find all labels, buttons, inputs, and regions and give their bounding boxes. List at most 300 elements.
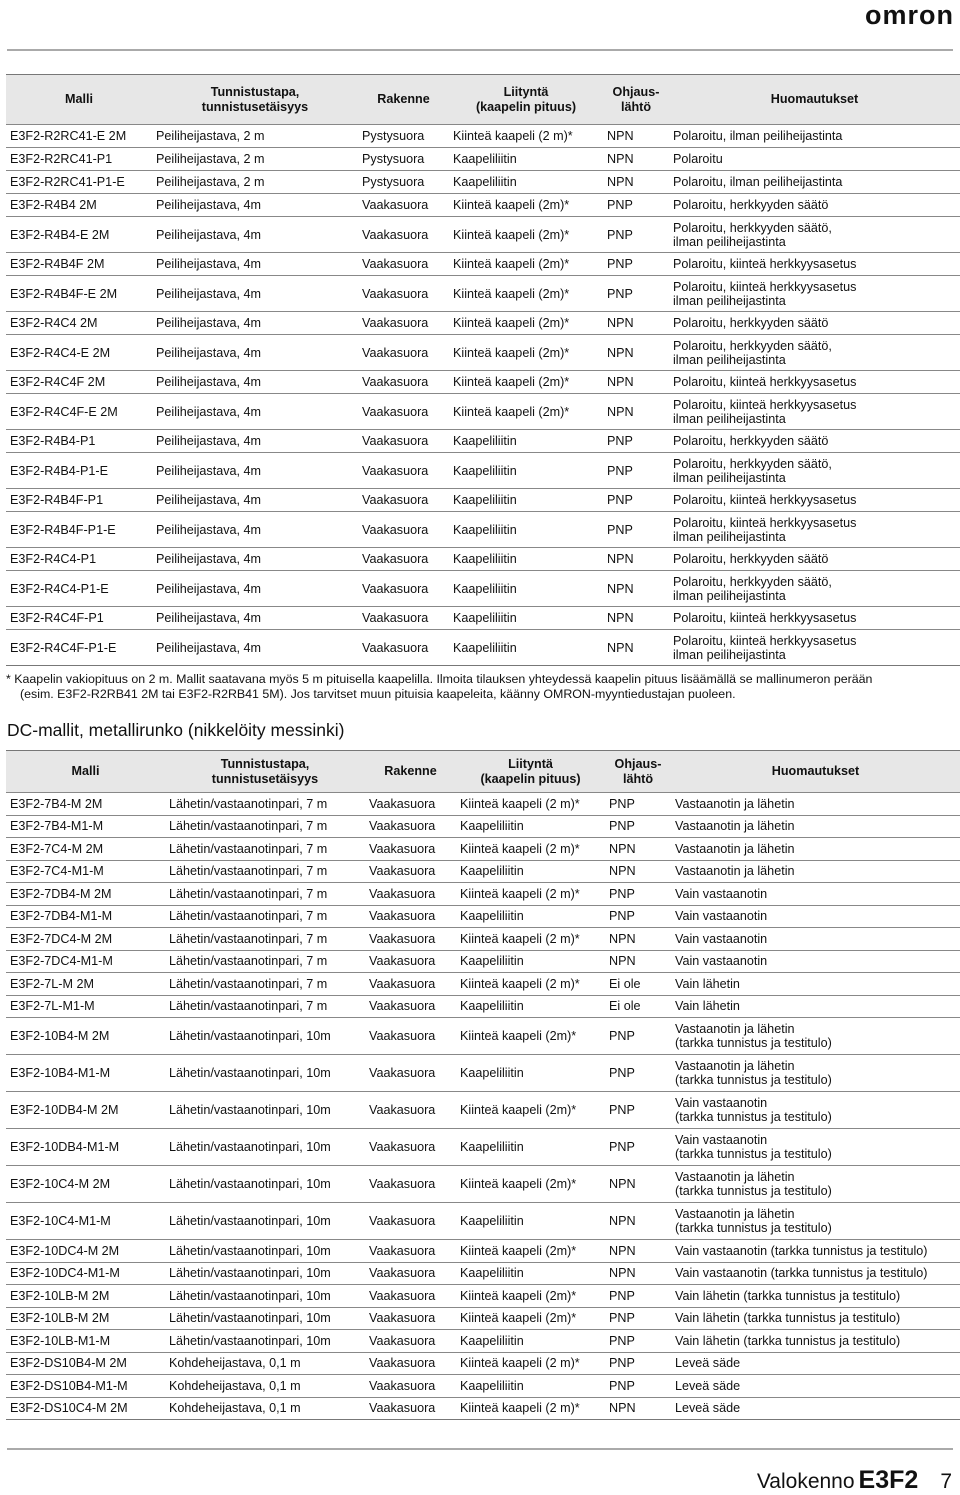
cell-structure: Vaakasuora (365, 1375, 456, 1398)
page-number: 7 (940, 1470, 952, 1493)
cell-connection: Kaapeliliitin (449, 571, 603, 607)
cell-detection: Kohdeheijastava, 0,1 m (165, 1375, 365, 1398)
cell-remarks: Polaroitu, herkkyyden säätö (669, 430, 960, 453)
cell-model: E3F2-10LB-M 2M (6, 1285, 165, 1308)
cell-remarks: Polaroitu, herkkyyden säätö, ilman peiliheijastinta (669, 217, 960, 253)
cell-structure: Vaakasuora (365, 1203, 456, 1240)
cell-model: E3F2-R2RC41-P1-E (6, 171, 152, 194)
cell-model: E3F2-DS10B4-M 2M (6, 1352, 165, 1375)
cell-structure: Vaakasuora (365, 883, 456, 906)
cell-model: E3F2-10DB4-M1-M (6, 1129, 165, 1166)
table-row (6, 1397, 960, 1420)
cell-structure: Vaakasuora (365, 793, 456, 816)
cell-model: E3F2-R4C4-E 2M (6, 335, 152, 371)
cell-structure: Vaakasuora (365, 1307, 456, 1330)
table-row (6, 1129, 960, 1166)
cell-remarks: Vastaanotin ja lähetin (671, 793, 960, 816)
table-row (6, 1330, 960, 1353)
cell-structure: Vaakasuora (365, 1129, 456, 1166)
cell-remarks: Polaroitu, herkkyyden säätö, ilman peiliheijastinta (669, 335, 960, 371)
footnote (6, 672, 956, 702)
cell-model: E3F2-7L-M1-M (6, 995, 165, 1018)
col-header-structure: Rakenne (365, 751, 456, 793)
cell-remarks: Vain vastaanotin (671, 950, 960, 973)
cell-model: E3F2-7B4-M1-M (6, 815, 165, 838)
cell-structure: Vaakasuora (358, 276, 449, 312)
cell-structure: Vaakasuora (358, 571, 449, 607)
cell-structure: Vaakasuora (358, 512, 449, 548)
cell-structure: Vaakasuora (365, 1055, 456, 1092)
table-row (6, 1307, 960, 1330)
cell-detection: Peiliheijastava, 4m (152, 276, 358, 312)
cell-remarks: Leveä säde (671, 1397, 960, 1420)
model-table-metal (6, 750, 960, 1420)
cell-model: E3F2-R4C4F-P1-E (6, 630, 152, 666)
cell-structure: Vaakasuora (365, 1352, 456, 1375)
cell-model: E3F2-R4B4-P1 (6, 430, 152, 453)
cell-output: PNP (603, 276, 669, 312)
table-row (6, 1166, 960, 1203)
table-row (6, 950, 960, 973)
cell-remarks: Vain lähetin (671, 995, 960, 1018)
cell-output: NPN (603, 312, 669, 335)
cell-connection: Kaapeliliitin (449, 630, 603, 666)
table-row (6, 860, 960, 883)
cell-output: PNP (603, 512, 669, 548)
top-rule (7, 49, 953, 51)
cell-connection: Kiinteä kaapeli (2 m)* (456, 838, 605, 861)
cell-remarks: Polaroitu, kiinteä herkkyysasetus ilman peiliheijastinta (669, 630, 960, 666)
table-row (6, 815, 960, 838)
cell-detection: Peiliheijastava, 4m (152, 217, 358, 253)
cell-connection: Kaapeliliitin (456, 860, 605, 883)
cell-structure: Vaakasuora (358, 430, 449, 453)
col-header-connection: Liityntä (kaapelin pituus) (449, 75, 603, 125)
cell-detection: Peiliheijastava, 4m (152, 430, 358, 453)
cell-output: NPN (603, 371, 669, 394)
cell-structure: Vaakasuora (358, 394, 449, 430)
cell-remarks: Polaroitu, herkkyyden säätö (669, 548, 960, 571)
cell-model: E3F2-7DC4-M1-M (6, 950, 165, 973)
cell-remarks: Leveä säde (671, 1375, 960, 1398)
cell-detection: Lähetin/vastaanotinpari, 7 m (165, 950, 365, 973)
table-row (6, 217, 960, 253)
cell-connection: Kaapeliliitin (449, 148, 603, 171)
cell-output: PNP (605, 1375, 671, 1398)
cell-detection: Peiliheijastava, 4m (152, 312, 358, 335)
cell-remarks: Vastaanotin ja lähetin (671, 860, 960, 883)
cell-connection: Kiinteä kaapeli (2m)* (449, 312, 603, 335)
cell-detection: Lähetin/vastaanotinpari, 10m (165, 1055, 365, 1092)
cell-remarks: Vain vastaanotin (tarkka tunnistus ja testitulo) (671, 1262, 960, 1285)
cell-structure: Pystysuora (358, 148, 449, 171)
cell-structure: Vaakasuora (365, 1166, 456, 1203)
cell-detection: Lähetin/vastaanotinpari, 10m (165, 1166, 365, 1203)
cell-remarks: Vain lähetin (671, 973, 960, 996)
cell-model: E3F2-7DB4-M1-M (6, 905, 165, 928)
table-row (6, 1375, 960, 1398)
cell-structure: Vaakasuora (365, 860, 456, 883)
cell-remarks: Vastaanotin ja lähetin (tarkka tunnistus ja testitulo) (671, 1166, 960, 1203)
cell-connection: Kiinteä kaapeli (2m)* (456, 1240, 605, 1263)
cell-remarks: Vain vastaanotin (671, 928, 960, 951)
cell-model: E3F2-10LB-M 2M (6, 1307, 165, 1330)
cell-model: E3F2-R2RC41-E 2M (6, 125, 152, 148)
table-row (6, 1285, 960, 1308)
cell-model: E3F2-10C4-M1-M (6, 1203, 165, 1240)
cell-connection: Kaapeliliitin (456, 950, 605, 973)
model-table-polarized (6, 74, 960, 666)
cell-connection: Kiinteä kaapeli (2m)* (449, 394, 603, 430)
table-row (6, 1262, 960, 1285)
cell-output: PNP (605, 1307, 671, 1330)
cell-connection: Kiinteä kaapeli (2m)* (449, 276, 603, 312)
cell-connection: Kaapeliliitin (449, 512, 603, 548)
cell-detection: Lähetin/vastaanotinpari, 10m (165, 1018, 365, 1055)
cell-detection: Lähetin/vastaanotinpari, 10m (165, 1307, 365, 1330)
cell-connection: Kiinteä kaapeli (2 m)* (456, 1352, 605, 1375)
cell-output: PNP (605, 905, 671, 928)
cell-connection: Kiinteä kaapeli (2 m)* (456, 883, 605, 906)
cell-model: E3F2-7L-M 2M (6, 973, 165, 996)
cell-output: NPN (605, 1203, 671, 1240)
cell-connection: Kiinteä kaapeli (2m)* (456, 1166, 605, 1203)
cell-connection: Kiinteä kaapeli (2 m)* (449, 125, 603, 148)
cell-structure: Vaakasuora (365, 1397, 456, 1420)
cell-detection: Peiliheijastava, 4m (152, 453, 358, 489)
cell-structure: Pystysuora (358, 171, 449, 194)
cell-structure: Vaakasuora (365, 1018, 456, 1055)
table-row (6, 276, 960, 312)
cell-output: Ei ole (605, 973, 671, 996)
cell-detection: Lähetin/vastaanotinpari, 7 m (165, 883, 365, 906)
cell-remarks: Vastaanotin ja lähetin (671, 838, 960, 861)
cell-detection: Lähetin/vastaanotinpari, 7 m (165, 860, 365, 883)
cell-model: E3F2-R2RC41-P1 (6, 148, 152, 171)
cell-remarks: Polaroitu, ilman peiliheijastinta (669, 125, 960, 148)
cell-connection: Kaapeliliitin (456, 1375, 605, 1398)
cell-remarks: Polaroitu, herkkyyden säätö (669, 194, 960, 217)
cell-structure: Vaakasuora (365, 973, 456, 996)
cell-structure: Vaakasuora (358, 253, 449, 276)
cell-detection: Lähetin/vastaanotinpari, 7 m (165, 838, 365, 861)
cell-detection: Lähetin/vastaanotinpari, 10m (165, 1330, 365, 1353)
cell-detection: Peiliheijastava, 4m (152, 630, 358, 666)
col-header-remarks: Huomautukset (671, 751, 960, 793)
cell-connection: Kaapeliliitin (456, 905, 605, 928)
cell-connection: Kiinteä kaapeli (2 m)* (456, 973, 605, 996)
cell-structure: Vaakasuora (358, 371, 449, 394)
table-row (6, 1092, 960, 1129)
cell-structure: Vaakasuora (365, 815, 456, 838)
table-row (6, 1203, 960, 1240)
cell-model: E3F2-10B4-M1-M (6, 1055, 165, 1092)
table-row (6, 430, 960, 453)
cell-connection: Kiinteä kaapeli (2m)* (449, 253, 603, 276)
cell-connection: Kaapeliliitin (456, 1129, 605, 1166)
cell-structure: Vaakasuora (365, 950, 456, 973)
cell-remarks: Vain vastaanotin (tarkka tunnistus ja testitulo) (671, 1240, 960, 1263)
table-header-row (6, 751, 960, 793)
cell-output: PNP (603, 430, 669, 453)
cell-connection: Kaapeliliitin (456, 1330, 605, 1353)
cell-model: E3F2-10C4-M 2M (6, 1166, 165, 1203)
cell-model: E3F2-10DC4-M1-M (6, 1262, 165, 1285)
cell-remarks: Polaroitu, herkkyyden säätö, ilman peiliheijastinta (669, 453, 960, 489)
cell-output: NPN (603, 548, 669, 571)
table-row (6, 1018, 960, 1055)
cell-output: PNP (603, 453, 669, 489)
cell-connection: Kaapeliliitin (456, 1203, 605, 1240)
footer-title: Valokenno (756, 1470, 855, 1493)
cell-remarks: Polaroitu, kiinteä herkkyysasetus ilman peiliheijastinta (669, 512, 960, 548)
col-header-model: Malli (6, 75, 152, 125)
cell-connection: Kiinteä kaapeli (2m)* (456, 1285, 605, 1308)
cell-detection: Lähetin/vastaanotinpari, 7 m (165, 815, 365, 838)
cell-structure: Vaakasuora (358, 335, 449, 371)
cell-model: E3F2-R4B4F-E 2M (6, 276, 152, 312)
col-header-output: Ohjaus- lähtö (603, 75, 669, 125)
cell-detection: Lähetin/vastaanotinpari, 10m (165, 1092, 365, 1129)
cell-output: PNP (605, 883, 671, 906)
cell-output: NPN (605, 838, 671, 861)
cell-model: E3F2-R4C4-P1-E (6, 571, 152, 607)
cell-output: Ei ole (605, 995, 671, 1018)
cell-output: NPN (605, 950, 671, 973)
cell-detection: Peiliheijastava, 4m (152, 548, 358, 571)
cell-model: E3F2-7DB4-M 2M (6, 883, 165, 906)
cell-connection: Kaapeliliitin (456, 1262, 605, 1285)
cell-output: PNP (605, 1129, 671, 1166)
footnote-line-1: * Kaapelin vakiopituus on 2 m. Mallit saatavana myös 5 m pituisella kaapelilla. Ilmoita tilauksen yhteydessä kaapelin pituus lisäämällä se mallinumeron perään (6, 672, 873, 686)
cell-connection: Kaapeliliitin (449, 453, 603, 489)
cell-remarks: Polaroitu, kiinteä herkkyysasetus ilman peiliheijastinta (669, 394, 960, 430)
cell-model: E3F2-DS10B4-M1-M (6, 1375, 165, 1398)
cell-output: PNP (603, 489, 669, 512)
table-row (6, 335, 960, 371)
cell-remarks: Polaroitu, kiinteä herkkyysasetus (669, 489, 960, 512)
table-row (6, 312, 960, 335)
section-title: DC-mallit, metallirunko (nikkelöity messinki) (7, 720, 345, 740)
table-row (6, 928, 960, 951)
cell-structure: Vaakasuora (365, 928, 456, 951)
cell-structure: Vaakasuora (365, 1240, 456, 1263)
col-header-detection: Tunnistustapa, tunnistusetäisyys (152, 75, 358, 125)
cell-structure: Vaakasuora (365, 838, 456, 861)
cell-detection: Peiliheijastava, 4m (152, 489, 358, 512)
cell-output: NPN (605, 1262, 671, 1285)
table-row (6, 512, 960, 548)
cell-remarks: Polaroitu (669, 148, 960, 171)
cell-detection: Peiliheijastava, 4m (152, 512, 358, 548)
cell-output: NPN (603, 171, 669, 194)
col-header-detection: Tunnistustapa, tunnistusetäisyys (165, 751, 365, 793)
cell-structure: Vaakasuora (358, 453, 449, 489)
cell-remarks: Vain vastaanotin (671, 905, 960, 928)
cell-remarks: Leveä säde (671, 1352, 960, 1375)
col-header-connection: Liityntä (kaapelin pituus) (456, 751, 605, 793)
cell-structure: Vaakasuora (358, 217, 449, 253)
cell-structure: Vaakasuora (365, 995, 456, 1018)
table-row (6, 148, 960, 171)
cell-model: E3F2-DS10C4-M 2M (6, 1397, 165, 1420)
cell-output: PNP (603, 194, 669, 217)
cell-remarks: Polaroitu, herkkyyden säätö, ilman peiliheijastinta (669, 571, 960, 607)
cell-model: E3F2-10LB-M1-M (6, 1330, 165, 1353)
cell-remarks: Polaroitu, kiinteä herkkyysasetus (669, 607, 960, 630)
cell-model: E3F2-10DB4-M 2M (6, 1092, 165, 1129)
cell-structure: Vaakasuora (358, 607, 449, 630)
table-row (6, 371, 960, 394)
cell-output: NPN (603, 571, 669, 607)
cell-remarks: Vain lähetin (tarkka tunnistus ja testitulo) (671, 1330, 960, 1353)
cell-model: E3F2-R4B4-P1-E (6, 453, 152, 489)
cell-output: NPN (603, 394, 669, 430)
cell-output: PNP (605, 1018, 671, 1055)
cell-connection: Kiinteä kaapeli (2m)* (449, 217, 603, 253)
cell-remarks: Vain vastaanotin (tarkka tunnistus ja testitulo) (671, 1129, 960, 1166)
footnote-line-2: (esim. E3F2-R2RB41 2M tai E3F2-R2RB41 5M). Jos tarvitset muun pituisia kaapeleita, käänny OMRON-myyntiedustajan puoleen. (20, 687, 736, 701)
cell-model: E3F2-R4C4-P1 (6, 548, 152, 571)
cell-connection: Kaapeliliitin (449, 171, 603, 194)
cell-structure: Vaakasuora (358, 548, 449, 571)
cell-remarks: Vain vastaanotin (671, 883, 960, 906)
cell-structure: Vaakasuora (365, 1092, 456, 1129)
cell-detection: Peiliheijastava, 4m (152, 371, 358, 394)
cell-detection: Peiliheijastava, 2 m (152, 125, 358, 148)
cell-model: E3F2-7C4-M 2M (6, 838, 165, 861)
table-header-row (6, 75, 960, 125)
omron-logo: omron (865, 0, 954, 30)
cell-connection: Kaapeliliitin (449, 489, 603, 512)
table-row (6, 1240, 960, 1263)
cell-structure: Vaakasuora (365, 1262, 456, 1285)
cell-model: E3F2-R4C4F 2M (6, 371, 152, 394)
footer-product: E3F2 (858, 1466, 919, 1494)
cell-model: E3F2-R4B4F 2M (6, 253, 152, 276)
cell-output: PNP (605, 793, 671, 816)
table-row (6, 125, 960, 148)
col-header-structure: Rakenne (358, 75, 449, 125)
table-row (6, 171, 960, 194)
cell-detection: Lähetin/vastaanotinpari, 7 m (165, 995, 365, 1018)
cell-output: NPN (603, 335, 669, 371)
cell-structure: Vaakasuora (365, 905, 456, 928)
table-row (6, 793, 960, 816)
cell-detection: Peiliheijastava, 4m (152, 571, 358, 607)
cell-structure: Vaakasuora (365, 1285, 456, 1308)
cell-detection: Peiliheijastava, 2 m (152, 148, 358, 171)
cell-output: PNP (605, 1092, 671, 1129)
cell-remarks: Polaroitu, herkkyyden säätö (669, 312, 960, 335)
table-row (6, 1055, 960, 1092)
cell-output: NPN (605, 860, 671, 883)
cell-connection: Kiinteä kaapeli (2m)* (449, 335, 603, 371)
cell-connection: Kaapeliliitin (456, 995, 605, 1018)
table-row (6, 194, 960, 217)
cell-connection: Kiinteä kaapeli (2m)* (456, 1307, 605, 1330)
cell-connection: Kaapeliliitin (449, 430, 603, 453)
cell-connection: Kiinteä kaapeli (2m)* (449, 371, 603, 394)
cell-structure: Pystysuora (358, 125, 449, 148)
cell-remarks: Polaroitu, kiinteä herkkyysasetus ilman peiliheijastinta (669, 276, 960, 312)
cell-remarks: Vastaanotin ja lähetin (tarkka tunnistus ja testitulo) (671, 1203, 960, 1240)
cell-output: PNP (605, 1352, 671, 1375)
cell-output: NPN (605, 1397, 671, 1420)
cell-connection: Kiinteä kaapeli (2m)* (456, 1018, 605, 1055)
cell-structure: Vaakasuora (358, 312, 449, 335)
cell-output: PNP (605, 1330, 671, 1353)
table-row (6, 548, 960, 571)
cell-model: E3F2-R4B4F-P1 (6, 489, 152, 512)
cell-remarks: Polaroitu, kiinteä herkkyysasetus (669, 371, 960, 394)
cell-model: E3F2-10DC4-M 2M (6, 1240, 165, 1263)
cell-detection: Peiliheijastava, 4m (152, 607, 358, 630)
cell-connection: Kiinteä kaapeli (2 m)* (456, 1397, 605, 1420)
cell-output: NPN (605, 928, 671, 951)
page-footer (757, 1466, 952, 1495)
cell-model: E3F2-R4B4-E 2M (6, 217, 152, 253)
cell-model: E3F2-7B4-M 2M (6, 793, 165, 816)
cell-detection: Lähetin/vastaanotinpari, 7 m (165, 793, 365, 816)
cell-remarks: Vastaanotin ja lähetin (671, 815, 960, 838)
bottom-rule (7, 1448, 953, 1450)
cell-structure: Vaakasuora (358, 630, 449, 666)
cell-detection: Peiliheijastava, 4m (152, 335, 358, 371)
col-header-output: Ohjaus- lähtö (605, 751, 671, 793)
cell-detection: Lähetin/vastaanotinpari, 7 m (165, 973, 365, 996)
cell-output: NPN (603, 630, 669, 666)
cell-model: E3F2-10B4-M 2M (6, 1018, 165, 1055)
table-row (6, 838, 960, 861)
table-row (6, 453, 960, 489)
cell-model: E3F2-R4C4F-P1 (6, 607, 152, 630)
cell-output: PNP (603, 253, 669, 276)
cell-detection: Lähetin/vastaanotinpari, 10m (165, 1203, 365, 1240)
cell-structure: Vaakasuora (358, 489, 449, 512)
cell-output: PNP (605, 815, 671, 838)
cell-connection: Kaapeliliitin (449, 607, 603, 630)
table-row (6, 394, 960, 430)
cell-output: NPN (603, 125, 669, 148)
cell-detection: Lähetin/vastaanotinpari, 7 m (165, 928, 365, 951)
cell-remarks: Vastaanotin ja lähetin (tarkka tunnistus ja testitulo) (671, 1018, 960, 1055)
table-row (6, 995, 960, 1018)
cell-remarks: Polaroitu, kiinteä herkkyysasetus (669, 253, 960, 276)
cell-model: E3F2-7C4-M1-M (6, 860, 165, 883)
table-row (6, 607, 960, 630)
cell-model: E3F2-R4C4 2M (6, 312, 152, 335)
cell-connection: Kiinteä kaapeli (2 m)* (456, 793, 605, 816)
cell-model: E3F2-R4B4F-P1-E (6, 512, 152, 548)
cell-detection: Peiliheijastava, 4m (152, 194, 358, 217)
cell-remarks: Polaroitu, ilman peiliheijastinta (669, 171, 960, 194)
cell-output: PNP (603, 217, 669, 253)
cell-connection: Kaapeliliitin (449, 548, 603, 571)
cell-remarks: Vastaanotin ja lähetin (tarkka tunnistus ja testitulo) (671, 1055, 960, 1092)
cell-detection: Lähetin/vastaanotinpari, 10m (165, 1240, 365, 1263)
col-header-model: Malli (6, 751, 165, 793)
table-row (6, 571, 960, 607)
cell-output: NPN (603, 607, 669, 630)
table-row (6, 489, 960, 512)
cell-remarks: Vain lähetin (tarkka tunnistus ja testitulo) (671, 1307, 960, 1330)
cell-output: NPN (603, 148, 669, 171)
cell-detection: Kohdeheijastava, 0,1 m (165, 1397, 365, 1420)
cell-model: E3F2-R4B4 2M (6, 194, 152, 217)
cell-output: PNP (605, 1285, 671, 1308)
cell-model: E3F2-7DC4-M 2M (6, 928, 165, 951)
